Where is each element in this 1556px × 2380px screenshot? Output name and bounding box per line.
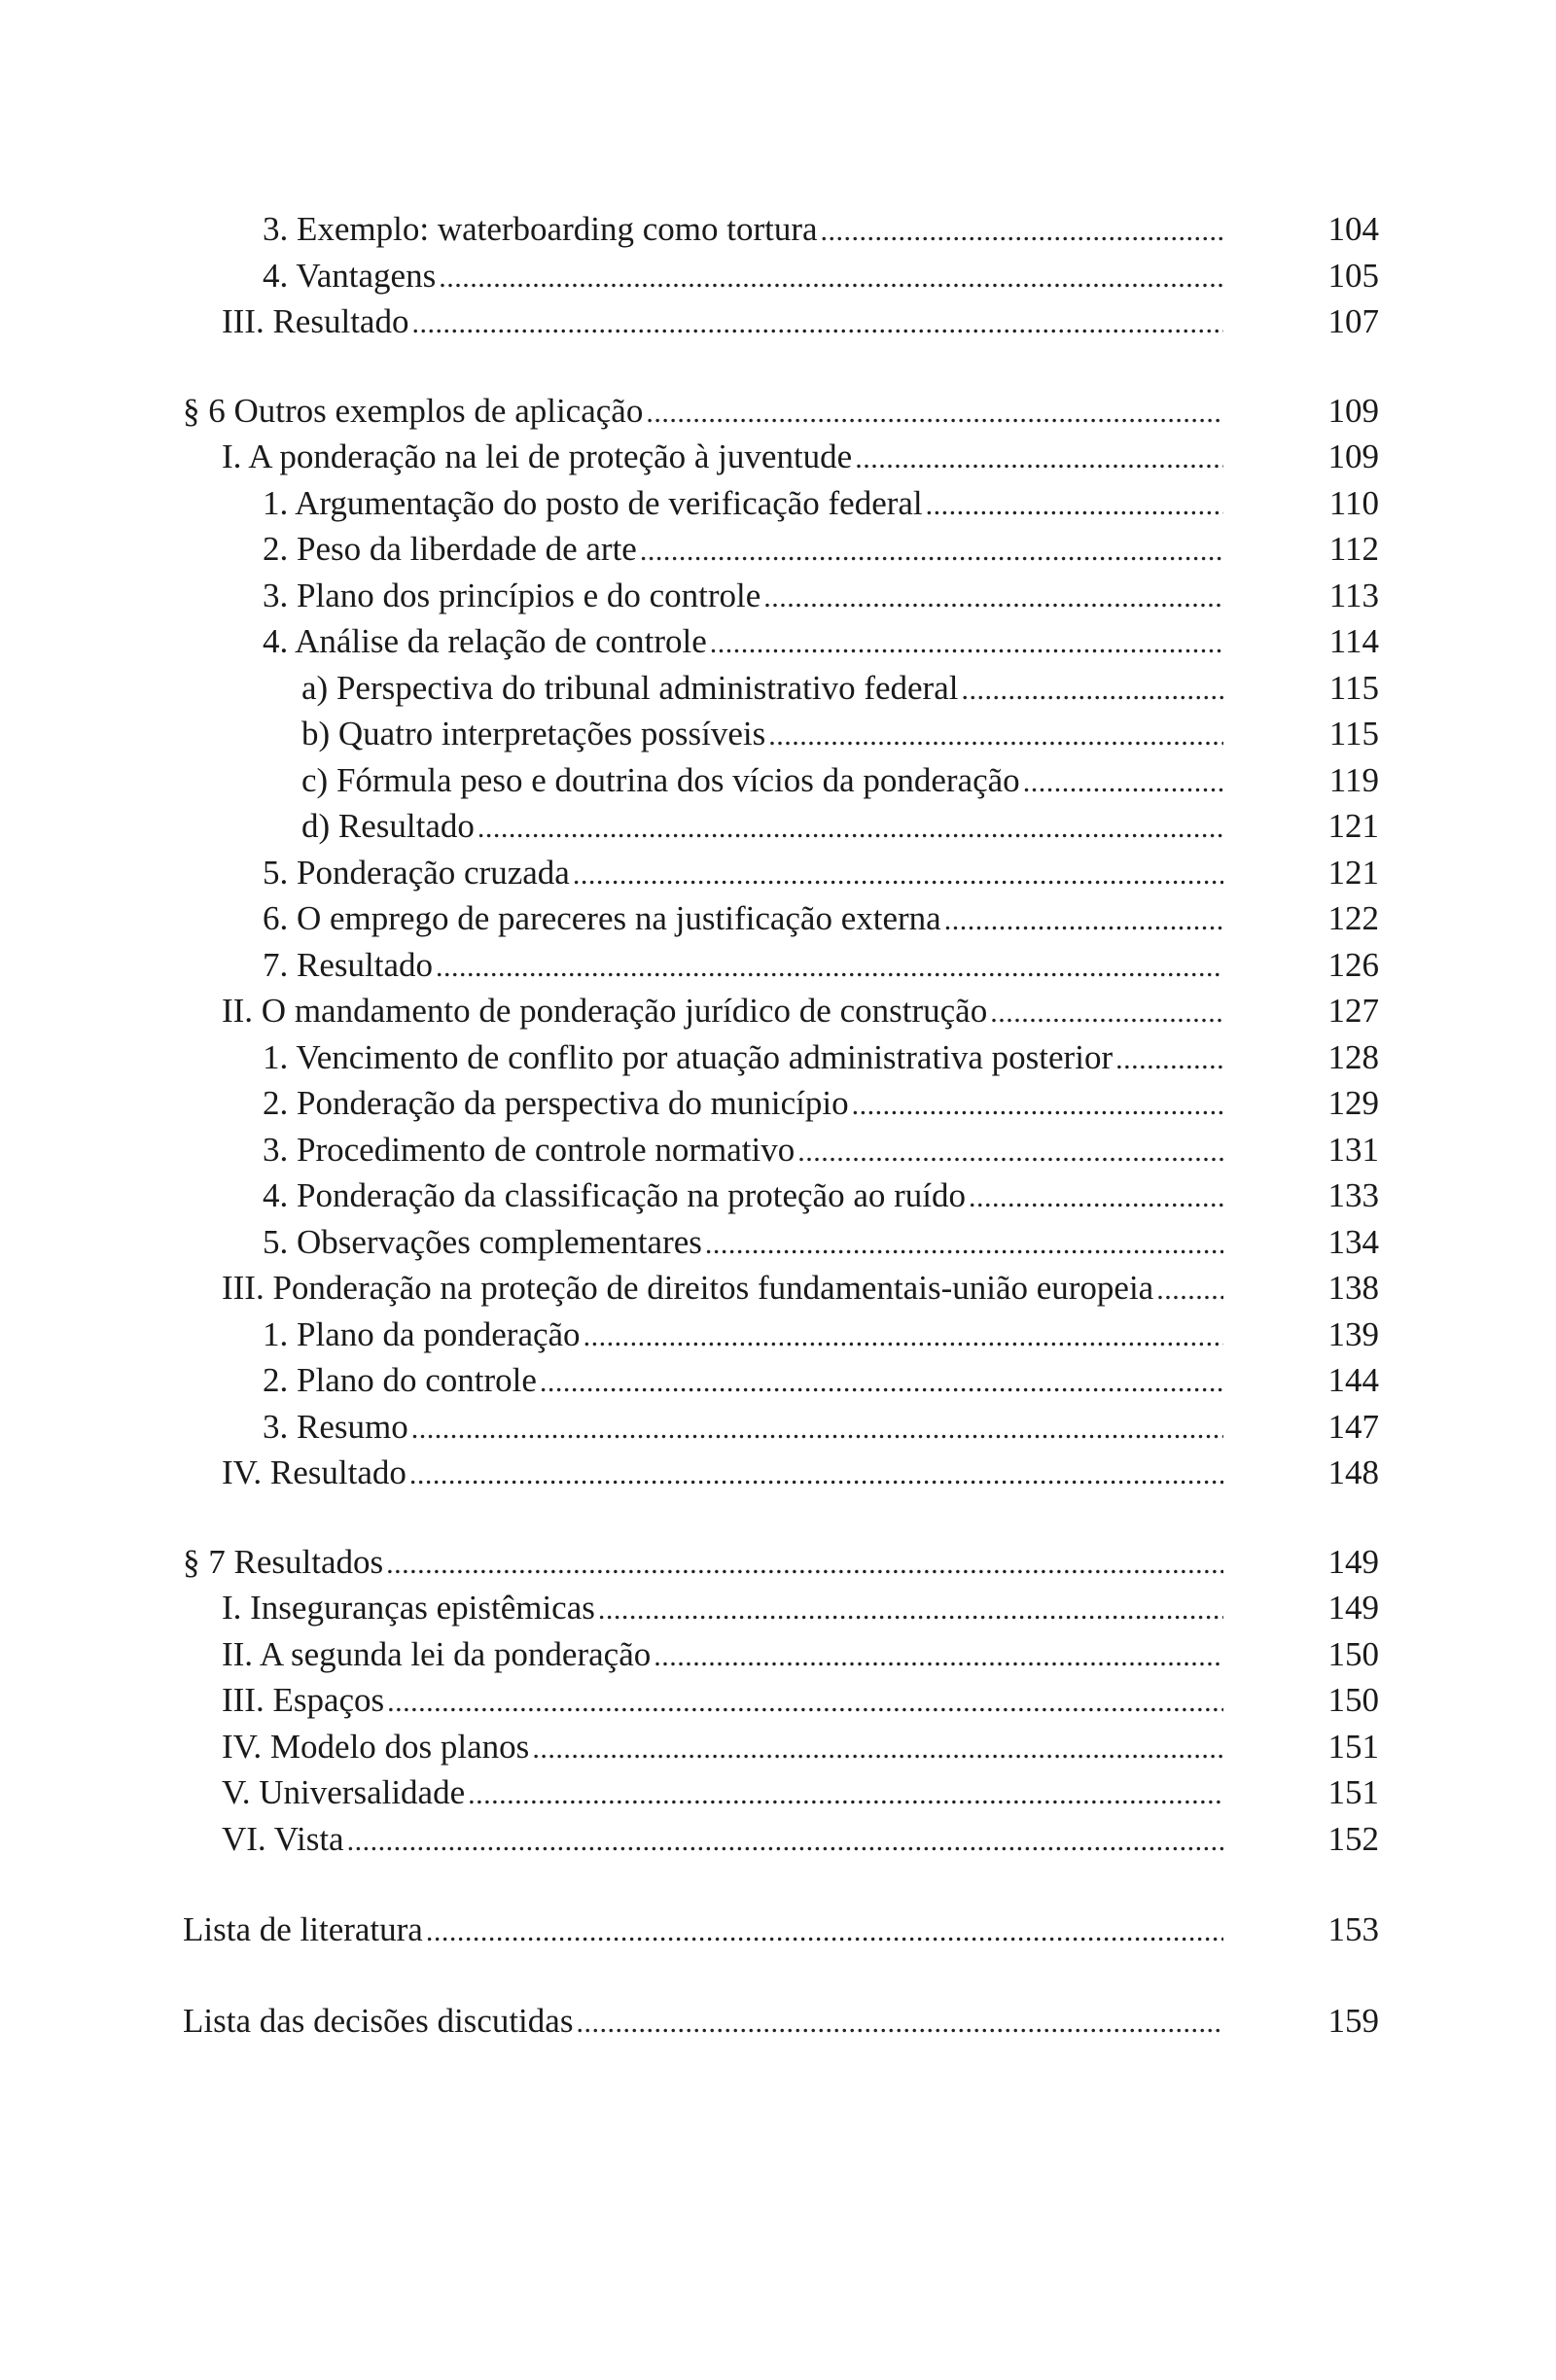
toc-dot-leader	[646, 388, 1223, 435]
toc-entry[interactable]	[183, 388, 1379, 435]
toc-entry[interactable]	[183, 1127, 1379, 1173]
toc-entry[interactable]	[183, 757, 1379, 804]
toc-entry-title: III. Resultado	[222, 302, 409, 340]
toc-entry[interactable]	[183, 1265, 1379, 1312]
toc-entry-title: 1. Argumentação do posto de verificação federal	[263, 483, 923, 522]
toc-entry[interactable]	[183, 1219, 1379, 1266]
toc-entry-title: 4. Análise da relação de controle	[263, 622, 707, 660]
toc-page-number: 112	[1328, 530, 1379, 568]
toc-entry[interactable]	[183, 1677, 1379, 1724]
toc-page-number: 128	[1327, 1037, 1379, 1076]
toc-page-number: 150	[1327, 1681, 1379, 1719]
toc-dot-leader	[468, 1769, 1223, 1816]
toc-dot-leader	[386, 1539, 1223, 1586]
toc-entry[interactable]	[183, 1769, 1379, 1816]
toc-entry-title: 5. Observações complementares	[263, 1222, 702, 1261]
toc-page-number: 159	[1327, 2001, 1379, 2040]
toc-entry[interactable]	[183, 298, 1379, 345]
toc-page-number: 109	[1327, 391, 1379, 430]
toc-dot-leader	[532, 1724, 1223, 1770]
toc-entry[interactable]	[183, 988, 1379, 1034]
toc-page-number: 151	[1327, 1727, 1379, 1766]
toc-page-number: 150	[1327, 1634, 1379, 1673]
toc-page-number: 127	[1327, 992, 1379, 1030]
toc-entry[interactable]	[183, 1907, 1379, 1953]
section-gap	[183, 1496, 1379, 1539]
toc-entry[interactable]	[183, 526, 1379, 573]
toc-entry-title: 3. Exemplo: waterboarding como tortura	[263, 210, 818, 248]
toc-entry[interactable]	[183, 1816, 1379, 1863]
toc-dot-leader	[1023, 757, 1223, 804]
toc-dot-leader	[436, 942, 1223, 989]
toc-dot-leader	[439, 253, 1223, 299]
toc-entry-title: II. O mandamento de ponderação jurídico de construção	[222, 992, 988, 1030]
toc-entry[interactable]	[183, 1450, 1379, 1496]
section-gap	[183, 1862, 1379, 1907]
toc-dot-leader	[944, 895, 1223, 942]
toc-entry[interactable]	[183, 480, 1379, 527]
toc-page-number: 133	[1327, 1176, 1379, 1214]
toc-page-number: 148	[1327, 1453, 1379, 1491]
toc-entry-title: b) Quatro interpretações possíveis	[301, 715, 766, 752]
toc-dot-leader	[576, 1998, 1223, 2045]
toc-entry[interactable]	[183, 803, 1379, 850]
toc-entry-title: III. Espaços	[222, 1681, 385, 1719]
toc-entry-title: 1. Vencimento de conflito por atuação administrativa posterior	[263, 1037, 1114, 1076]
toc-dot-leader	[598, 1585, 1223, 1631]
toc-page-number: 114	[1328, 622, 1379, 660]
toc-dot-leader	[573, 850, 1223, 896]
toc-entry[interactable]	[183, 1312, 1379, 1358]
toc-entry-title: V. Universalidade	[222, 1773, 466, 1811]
toc-page-number: 138	[1327, 1269, 1379, 1307]
toc-page-number: 152	[1327, 1819, 1379, 1858]
toc-page-number: 107	[1327, 302, 1379, 340]
toc-page-number: 147	[1327, 1407, 1379, 1446]
toc-entry-title: d) Resultado	[301, 807, 475, 845]
toc-entry-title: 3. Procedimento de controle normativo	[263, 1130, 796, 1169]
toc-entry[interactable]	[183, 1631, 1379, 1678]
toc-entry-title: 2. Ponderação da perspectiva do município	[263, 1084, 849, 1122]
toc-dot-leader	[1156, 1265, 1223, 1312]
toc-entry-title: Lista das decisões discutidas	[183, 2001, 574, 2040]
toc-dot-leader	[654, 1631, 1223, 1678]
toc-page-number: 126	[1327, 945, 1379, 984]
toc-entry-title: 2. Plano do controle	[263, 1361, 537, 1399]
toc-page-number: 110	[1328, 483, 1379, 522]
toc-entry-title: 6. O emprego de pareceres na justificação externa	[263, 899, 941, 937]
toc-dot-leader	[961, 665, 1223, 712]
toc-entry-title: IV. Resultado	[222, 1453, 407, 1491]
toc-dot-leader	[926, 480, 1223, 527]
toc-entry[interactable]	[183, 1539, 1379, 1586]
toc-page-number: 121	[1327, 807, 1379, 845]
toc-entry-title: Lista de literatura	[183, 1910, 423, 1948]
toc-entry[interactable]	[183, 434, 1379, 480]
toc-entry[interactable]	[183, 206, 1379, 253]
toc-entry-title: 2. Peso da liberdade de arte	[263, 530, 637, 568]
toc-dot-leader	[768, 711, 1223, 757]
toc-page-number: 113	[1328, 576, 1379, 614]
toc-entry-title: 1. Plano da ponderação	[263, 1314, 581, 1353]
toc-page-number: 115	[1328, 668, 1379, 707]
toc-page-number: 122	[1327, 899, 1379, 937]
toc-entry[interactable]	[183, 850, 1379, 896]
toc-page-number: 121	[1327, 853, 1379, 892]
toc-dot-leader	[426, 1907, 1223, 1953]
toc-page-number: 129	[1327, 1084, 1379, 1122]
toc-dot-leader	[855, 434, 1223, 480]
toc-dot-leader	[852, 1080, 1223, 1127]
toc-page-number: 105	[1327, 256, 1379, 295]
toc-entry-title: I. A ponderação na lei de proteção à juventude	[222, 438, 853, 475]
toc-entry[interactable]	[183, 1404, 1379, 1451]
toc-entry-title: c) Fórmula peso e doutrina dos vícios da ponderação	[301, 760, 1020, 799]
toc-entry[interactable]	[183, 573, 1379, 619]
toc-dot-leader	[584, 1312, 1223, 1358]
table-of-contents	[183, 206, 1379, 2044]
toc-page-number: 109	[1327, 438, 1379, 475]
toc-dot-leader	[411, 1404, 1223, 1451]
toc-dot-leader	[540, 1357, 1223, 1404]
toc-entry-title: 4. Vantagens	[263, 256, 437, 295]
toc-entry-title: 4. Ponderação da classificação na proteção ao ruído	[263, 1176, 967, 1214]
toc-page-number: 131	[1327, 1130, 1379, 1169]
toc-entry[interactable]	[183, 1172, 1379, 1219]
toc-entry-title: VI. Vista	[222, 1819, 344, 1858]
toc-dot-leader	[990, 988, 1223, 1034]
toc-dot-leader	[705, 1219, 1223, 1266]
toc-entry-title: 3. Plano dos princípios e do controle	[263, 576, 761, 614]
toc-page-number: 115	[1328, 715, 1379, 752]
toc-page-number: 104	[1327, 210, 1379, 248]
toc-entry[interactable]	[183, 942, 1379, 989]
toc-dot-leader	[347, 1816, 1223, 1863]
toc-entry-title: 5. Ponderação cruzada	[263, 853, 570, 892]
toc-dot-leader	[411, 298, 1223, 345]
toc-page-number: 149	[1327, 1542, 1379, 1581]
section-gap	[183, 1953, 1379, 1998]
toc-dot-leader	[1115, 1034, 1223, 1081]
toc-page-number: 153	[1327, 1910, 1379, 1948]
toc-entry[interactable]	[183, 1034, 1379, 1081]
toc-entry[interactable]	[183, 1998, 1379, 2045]
toc-page-number: 149	[1327, 1589, 1379, 1627]
toc-entry-title: III. Ponderação na proteção de direitos fundamentais-união europeia	[222, 1269, 1154, 1307]
toc-dot-leader	[969, 1172, 1223, 1219]
toc-dot-leader	[710, 618, 1223, 665]
toc-dot-leader	[797, 1127, 1223, 1173]
toc-entry[interactable]	[183, 1585, 1379, 1631]
toc-entry-title: 3. Resumo	[263, 1407, 408, 1446]
toc-page-number: 134	[1327, 1222, 1379, 1261]
toc-entry-title: 7. Resultado	[263, 945, 433, 984]
toc-dot-leader	[640, 526, 1223, 573]
section-gap	[183, 345, 1379, 388]
toc-entry[interactable]	[183, 253, 1379, 299]
toc-entry[interactable]	[183, 1357, 1379, 1404]
toc-entry-title: II. A segunda lei da ponderação	[222, 1634, 652, 1673]
toc-entry[interactable]	[183, 618, 1379, 665]
toc-dot-leader	[821, 206, 1223, 253]
toc-entry-title: a) Perspectiva do tribunal administrativo federal	[301, 668, 959, 707]
toc-page-number: 139	[1327, 1314, 1379, 1353]
toc-page-number: 119	[1328, 760, 1379, 799]
toc-dot-leader	[387, 1677, 1223, 1724]
toc-entry[interactable]	[183, 895, 1379, 942]
toc-dot-leader	[763, 573, 1223, 619]
toc-entry-title: IV. Modelo dos planos	[222, 1727, 530, 1766]
toc-entry[interactable]	[183, 1724, 1379, 1770]
toc-entry[interactable]	[183, 1080, 1379, 1127]
toc-dot-leader	[477, 803, 1223, 850]
toc-entry-title: I. Inseguranças epistêmicas	[222, 1589, 595, 1627]
toc-page-number: 144	[1327, 1361, 1379, 1399]
toc-page-number: 151	[1327, 1773, 1379, 1811]
toc-entry-title: § 6 Outros exemplos de aplicação	[183, 391, 644, 430]
toc-entry-title: § 7 Resultados	[183, 1542, 384, 1581]
toc-dot-leader	[409, 1450, 1223, 1496]
toc-entry[interactable]	[183, 665, 1379, 712]
toc-entry[interactable]	[183, 711, 1379, 757]
